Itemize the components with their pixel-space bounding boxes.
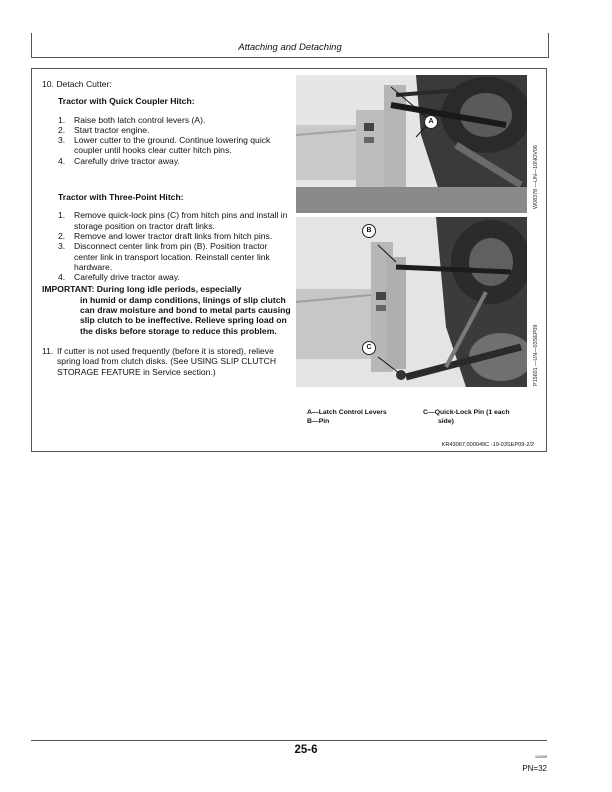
important-label: IMPORTANT: [42,284,95,295]
important-body: in humid or damp conditions, linings of slip clutch can draw moisture and bond to metal parts causing slip clutch to be ineffective. Relieve spring load on the disks before storage to reduce this problem. [80,294,291,336]
pn-label: PN=32 [522,764,547,773]
legend-c-continued: side) [438,418,454,425]
footer-rule [31,740,547,741]
important-note [42,284,292,335]
quick-coupler-list [42,115,292,166]
important-first-line: During long idle periods, especially [96,284,242,295]
quick-coupler-heading: Tractor with Quick Coupler Hitch: [58,96,195,107]
content-box [31,68,547,452]
three-point-list [42,210,292,282]
legend-c: C—Quick-Lock Pin (1 each [423,409,510,416]
header-box [31,33,549,58]
callout-a: A [424,115,438,129]
section-title: Attaching and Detaching [238,42,342,53]
page-number: 25-6 [294,744,318,756]
list-item: 4. Carefully drive tractor away. [58,272,180,283]
list-item: 2. Start tractor engine. [58,124,150,135]
list-item: 1. Raise both latch control levers (A). [58,114,206,125]
three-point-illustration [296,217,527,387]
legend-a: A—Latch Control Levers [307,409,387,416]
list-item: 4. Carefully drive tractor away. [58,155,180,166]
document-id: KR43067,000049C -19-03SEP09-2/2 [441,442,534,448]
list-item: 1. Remove quick-lock pins (C) from hitch pins and install in storage position on tractor draft links. [58,210,288,231]
footer-tiny-code: 102009 [535,755,547,759]
quick-coupler-photo [296,75,527,213]
step-10-title: 10. Detach Cutter: [42,79,112,89]
step-11-text: If cutter is not used frequently (before it is stored), relieve spring load from clutch disks. (See USING SLIP CLUTCH STORAGE FEATURE in Service section.) [57,345,277,377]
callout-b: B [362,224,376,238]
list-item: 3. Lower cutter to the ground. Continue lowering quick coupler until hooks clear cutter hitch pins. [58,135,271,156]
legend-b: B—Pin [307,418,330,425]
photo-2-code: P15601 —UN—03SEP09 [533,324,539,386]
step-11-number: 11. [42,345,54,356]
quick-coupler-illustration [296,75,527,213]
list-item: 3. Disconnect center link from pin (B). Position tractor center link in transport location. Reinstall center link hardware. [58,241,270,272]
three-point-heading: Tractor with Three-Point Hitch: [58,192,184,203]
step-11 [42,346,292,377]
three-point-photo [296,217,527,387]
photo-1-code: W08378 —UN—10NOV06 [533,145,539,209]
list-item: 2. Remove and lower tractor draft links from hitch pins. [58,230,273,241]
callout-c: C [362,341,376,355]
instructions [42,79,292,377]
